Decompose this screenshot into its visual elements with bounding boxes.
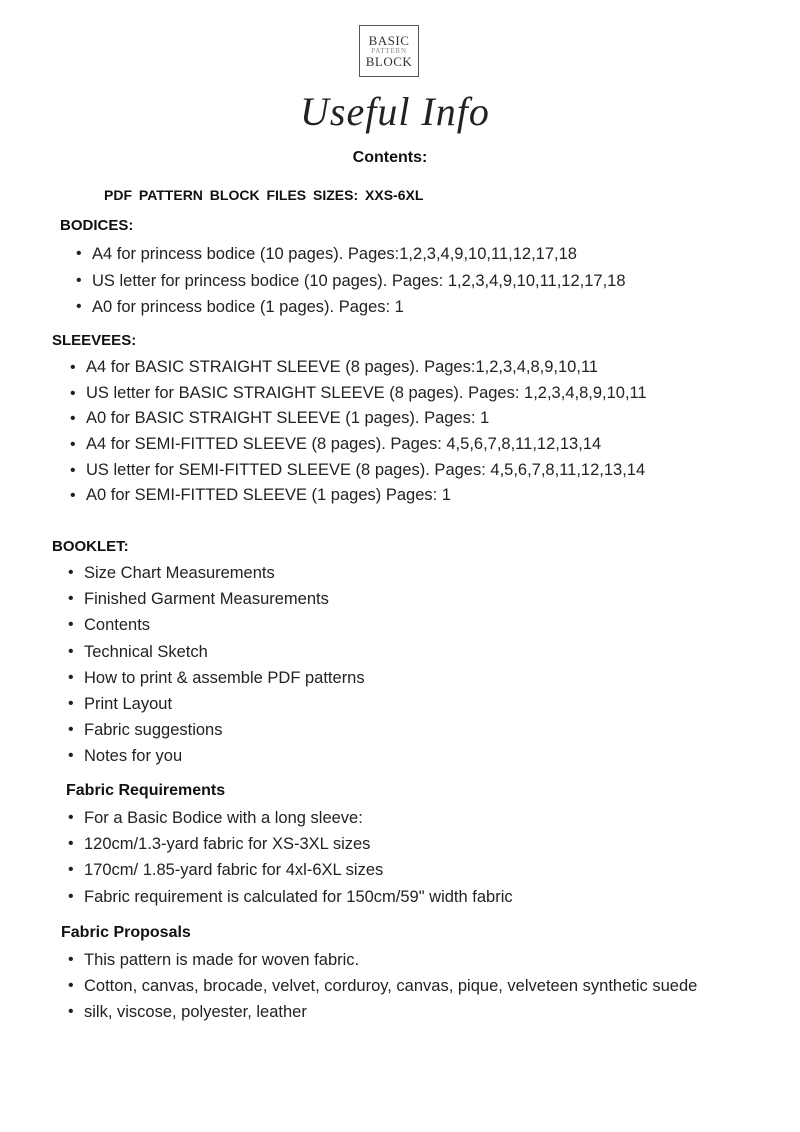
list-item: • A4 for SEMI-FITTED SLEEVE (8 pages). Pages: 4,5,6,7,8,11,12,13,14 — [64, 432, 774, 458]
contents-title: Contents: — [352, 149, 428, 166]
list-item: • Technical Sketch — [62, 639, 762, 665]
fabric-requirements-list — [62, 805, 772, 910]
script-title: Useful Info — [300, 89, 490, 134]
list-item: • This pattern is made for woven fabric. — [62, 947, 704, 973]
list-item: • A0 for princess bodice (1 pages). Pages: 1 — [70, 294, 770, 321]
list-item: • Print Layout — [62, 691, 762, 717]
list-item: • Notes for you — [62, 743, 762, 769]
list-item: • For a Basic Bodice with a long sleeve: — [62, 805, 772, 831]
bodices-heading: BODICES: — [60, 217, 134, 234]
list-item: • 170cm/ 1.85-yard fabric for 4xl-6XL sizes — [62, 857, 772, 883]
sleeves-heading: SLEEVEES: — [52, 332, 137, 349]
list-item: • Size Chart Measurements — [62, 560, 762, 586]
list-item: • US letter for SEMI-FITTED SLEEVE (8 pages). Pages: 4,5,6,7,8,11,12,13,14 — [64, 458, 774, 484]
bodices-list — [70, 241, 770, 321]
list-item: • Fabric suggestions — [62, 717, 762, 743]
list-item: • How to print & assemble PDF patterns — [62, 665, 762, 691]
sleeves-list — [64, 355, 774, 509]
list-item: • Fabric requirement is calculated for 150cm/59" width fabric — [62, 884, 772, 910]
brand-logo — [359, 25, 419, 77]
logo-line-pattern: PATTERN — [371, 47, 407, 55]
logo-line-basic: BASIC — [368, 33, 410, 48]
list-item: • 120cm/1.3-yard fabric for XS-3XL sizes — [62, 831, 772, 857]
fabric-requirements-heading: Fabric Requirements — [66, 782, 226, 799]
list-item: • Contents — [62, 612, 762, 638]
booklet-heading: BOOKLET: — [52, 538, 129, 555]
list-item: • Cotton, canvas, brocade, velvet, corduroy, canvas, pique, velveteen synthetic suede — [62, 973, 704, 999]
list-item: • A0 for SEMI-FITTED SLEEVE (1 pages) Pages: 1 — [64, 483, 774, 509]
list-item: • A4 for princess bodice (10 pages). Pages:1,2,3,4,9,10,11,12,17,18 — [70, 241, 770, 268]
fabric-proposals-list — [62, 947, 704, 1025]
list-item: • silk, viscose, polyester, leather — [62, 999, 704, 1025]
list-item: • US letter for BASIC STRAIGHT SLEEVE (8 pages). Pages: 1,2,3,4,8,9,10,11 — [64, 381, 774, 407]
logo-line-block: BLOCK — [365, 54, 413, 69]
list-item: • US letter for princess bodice (10 pages). Pages: 1,2,3,4,9,10,11,12,17,18 — [70, 268, 770, 295]
list-item: • A0 for BASIC STRAIGHT SLEEVE (1 pages). Pages: 1 — [64, 406, 774, 432]
list-item: • Finished Garment Measurements — [62, 586, 762, 612]
pdf-files-line: PDF PATTERN BLOCK FILES SIZES: XXS-6XL — [104, 187, 424, 203]
list-item: • A4 for BASIC STRAIGHT SLEEVE (8 pages). Pages:1,2,3,4,8,9,10,11 — [64, 355, 774, 381]
booklet-list — [62, 560, 762, 770]
fabric-proposals-heading: Fabric Proposals — [61, 924, 191, 941]
